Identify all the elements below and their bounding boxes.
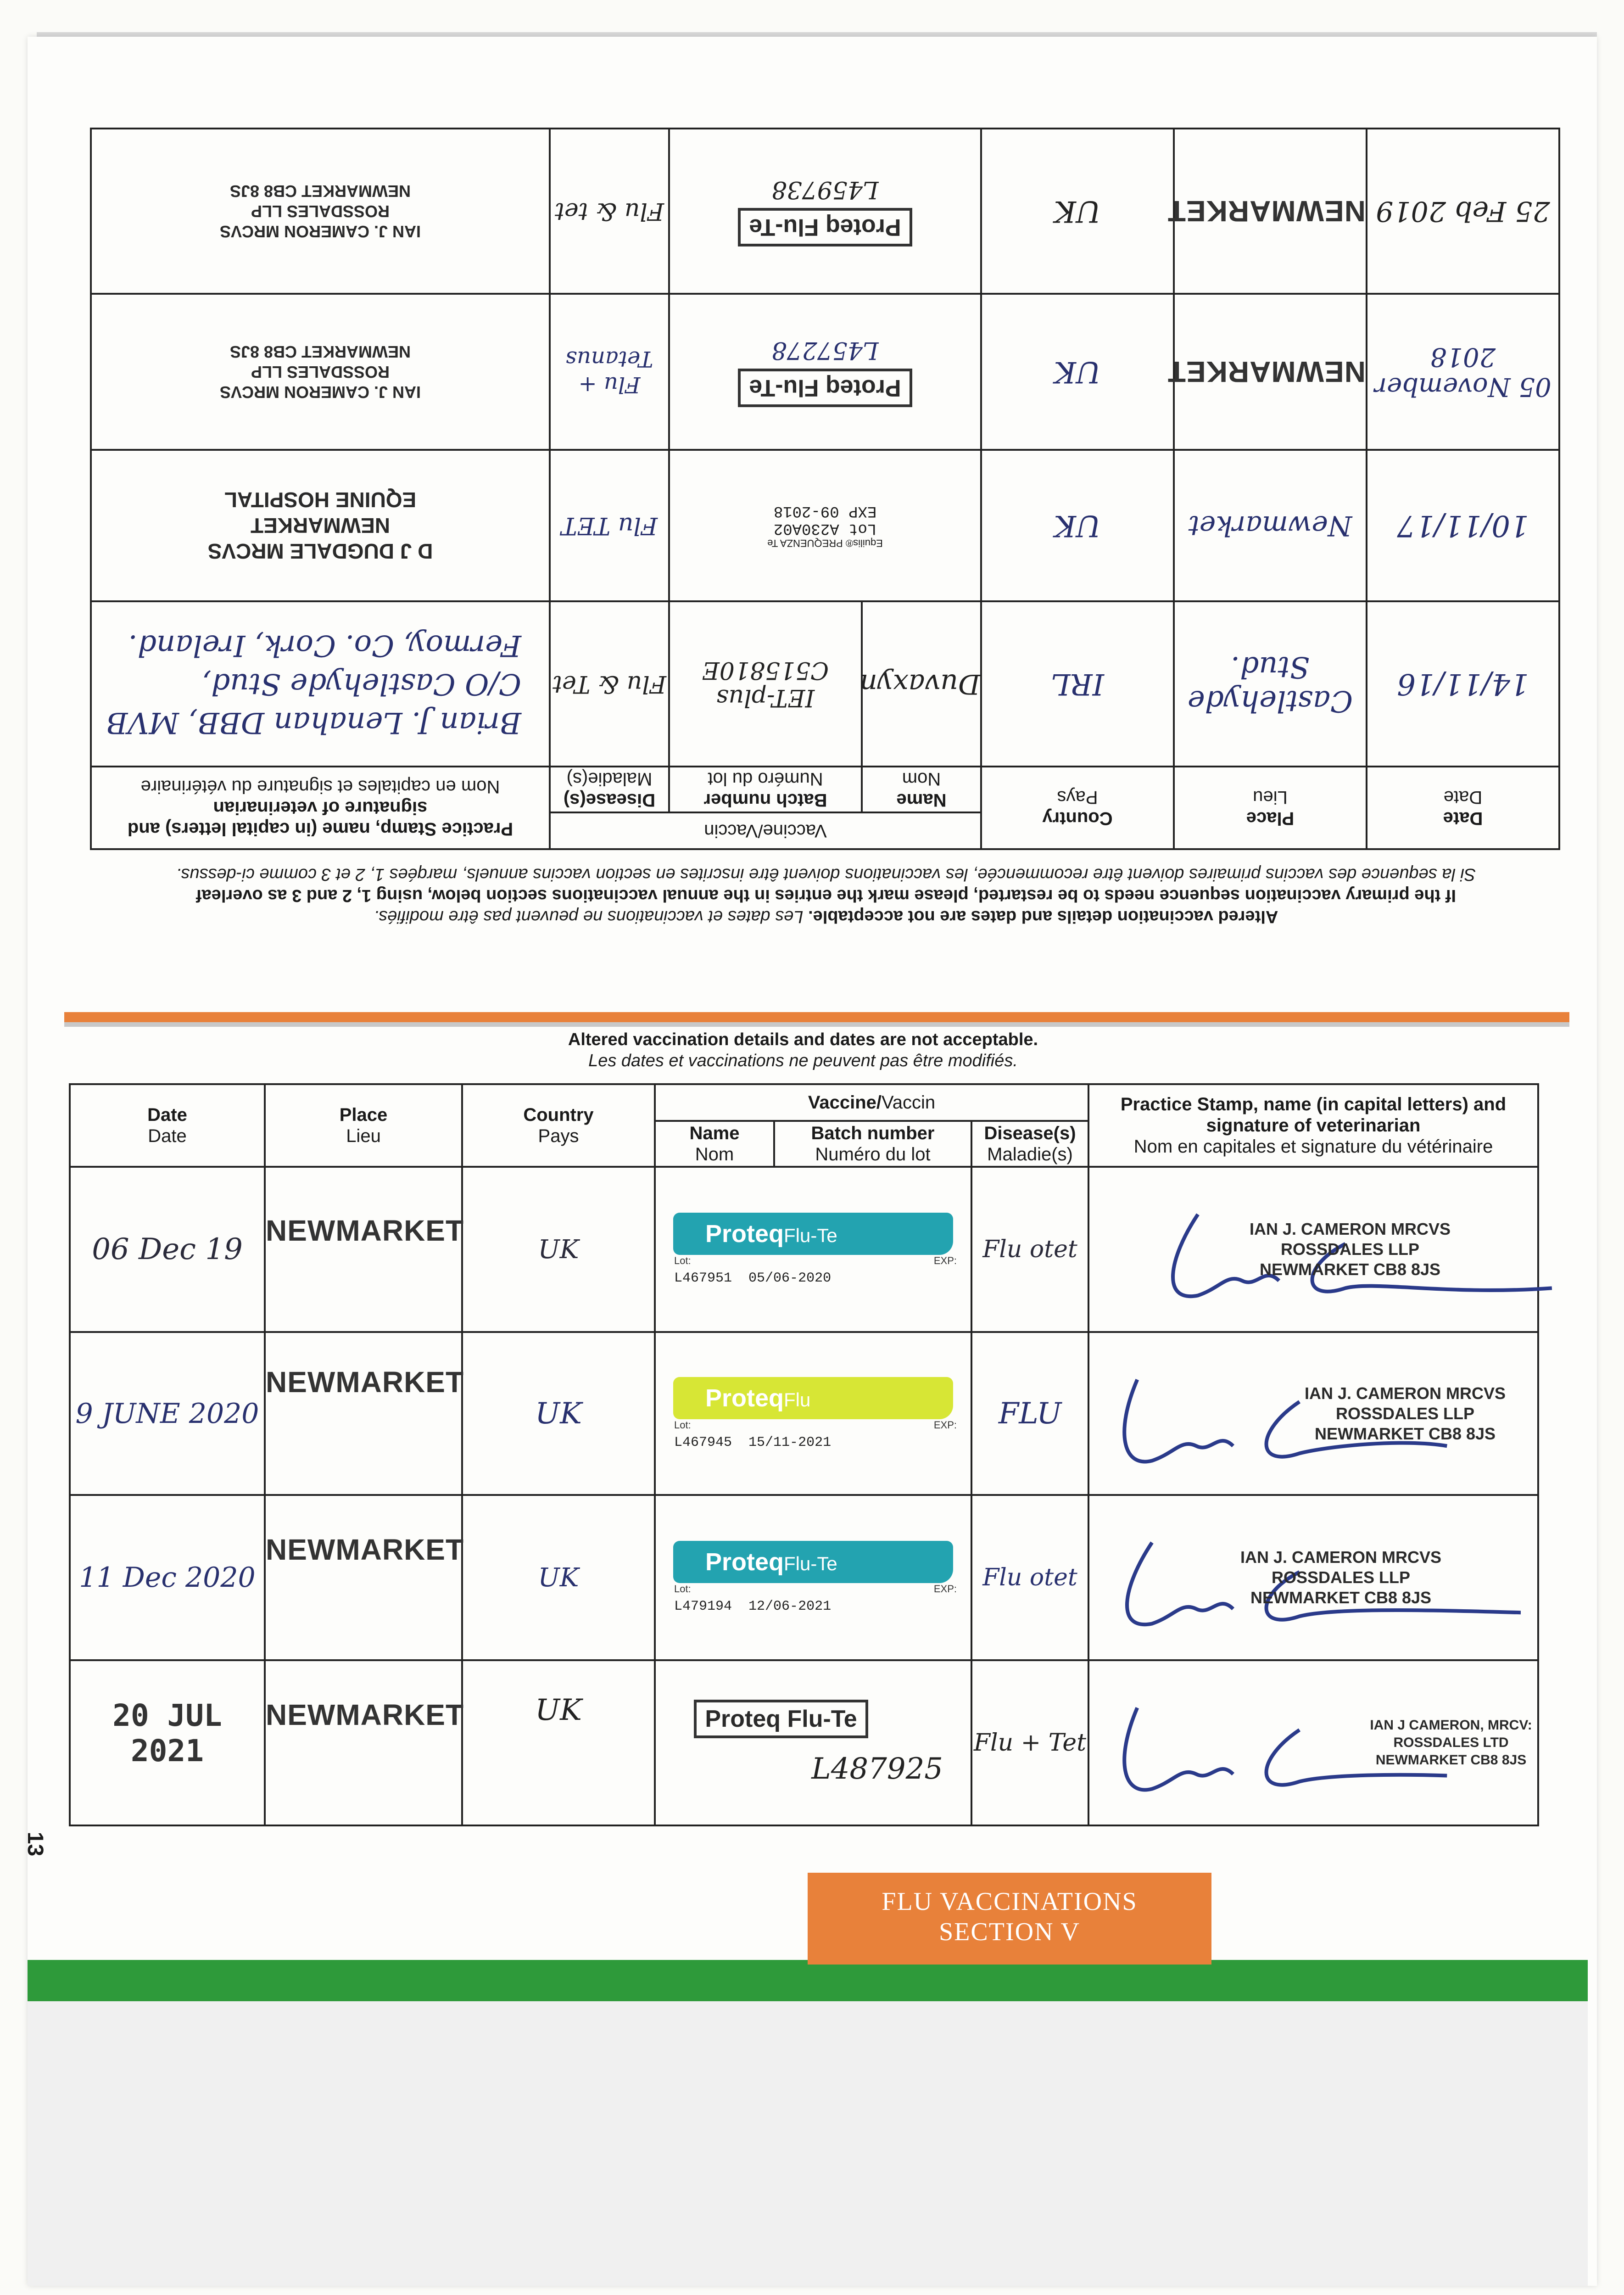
notice-lower [69,1029,1537,1071]
header-place: Place Lieu [265,1084,462,1167]
cell-date: 20 JUL 2021 [70,1660,265,1825]
proteq-flu-te-label: ProteqFlu-Te [673,1213,953,1255]
header-date: Date Date [70,1084,265,1167]
cell-name-batch: Proteq Flu-Te L457278 [669,294,981,450]
header-vaccine: Vaccine/Vaccin [655,1084,1088,1121]
cell-disease: Flu + Tet [971,1660,1088,1825]
cover-green-band [28,1960,1588,2001]
cell-date: 25 Feb 2019 [1367,129,1559,294]
proteq-flu-label: ProteqFlu [673,1377,953,1419]
upper-header-row-1 [91,812,1559,849]
section-subtitle: SECTION V [939,1918,1080,1946]
scan-background [28,2001,1588,2286]
cell-place: NEWMARKET [265,1495,462,1660]
upper-vaccination-table [90,128,1560,850]
vet-stamp-signature [1088,1660,1538,1825]
table-row [91,601,1559,767]
cell-disease: Flu otet [971,1167,1088,1332]
notice-line2-fr: Si la sequence des vaccins primaires doivent être recommencée, les vaccinations doivent être inscrites en section vaccins annuels, marqées 1, 2 et 3 comme ci-dessus. [176,865,1476,884]
batch-handwritten: L487925 [811,1752,943,1786]
section-title-box [808,1873,1211,1965]
cell-disease: Flu otet [971,1495,1088,1660]
cell-country: UK [462,1495,655,1660]
vet-stamp: D J DUGDALE MRCVS NEWMARKET EQUINE HOSPITAL [91,450,550,601]
cell-country: UK [981,450,1174,601]
cell-country: UK [462,1660,655,1825]
vaccine-sticker: ProteqFlu-Te Lot: EXP: L479194 12/06-2021 [655,1495,971,1660]
cell-place: NEWMARKET [1174,294,1367,450]
cell-place: Newmarket [1174,450,1367,601]
cell-country: UK [462,1332,655,1495]
page-fold-orange [64,1012,1569,1022]
cell-batch: IET-plus C515810E [669,601,862,767]
cell-date: 10/11/17 [1367,450,1559,601]
cell-disease: Flu TET [550,450,669,601]
vaccine-sticker: ProteqFlu Lot: EXP: L467945 15/11-2021 [655,1332,971,1495]
vet-stamp-signature [1088,1332,1538,1495]
proteq-flu-te-label: ProteqFlu-Te [673,1541,953,1583]
header-country: Country Pays [462,1084,655,1167]
cell-place: Castlehyde Stud. [1174,601,1367,767]
vet-stamp: IAN J. CAMERON MRCVS ROSSDALES LLP NEWMARKET CB8 8JS [91,129,550,294]
cell-disease: FLU [971,1332,1088,1495]
cell-country: UK [462,1167,655,1332]
notice-line2: If the primary vaccination sequence needs to be restarted, please mark the entries in the annual vaccinations section below, using 1, 2 and 3 as overleaf [195,886,1457,905]
flu-vaccinations-page [69,1024,1537,1826]
cell-place: NEWMARKET [265,1167,462,1332]
vet-stamp-signature [1088,1495,1538,1660]
cell-date: 14/11/16 [1367,601,1559,767]
proteq-box-stamp: Proteq Flu-Te [694,1700,868,1738]
header-batch: Batch number Numéro du lot [669,767,862,812]
header-practice: Practice Stamp, name (in capital letters) and signature of veterinarian Nom en capitales et signature du vétérinaire [91,767,550,849]
vet-stamp-text: IAN J CAMERON, MRCV: ROSSDALES LTD NEWMARKET CB8 8JS [1370,1718,1532,1768]
cell-country: UK [981,129,1174,294]
cell-place: NEWMARKET [265,1660,462,1825]
table-row [91,294,1559,450]
header-date: Date Date [1367,767,1559,849]
header-country: Country Pays [981,767,1174,849]
cell-name-batch: Proteq Flu-Te L459738 [669,129,981,294]
header-name: Name Nom [655,1121,774,1167]
section-title: FLU VACCINATIONS [882,1887,1138,1916]
vaccine-sticker: Equilis® PREQUENZA Te Lot A230A02 EXP 09-2018 [669,450,981,601]
notice-line1: Altered vaccination details and dates are not acceptable. [808,907,1278,926]
table-row [91,129,1559,294]
header-practice: Practice Stamp, name (in capital letters) and signature of veterinarian Nom en capitales et signature du vétérinaire [1088,1084,1538,1167]
notice-line1: Altered vaccination details and dates are not acceptable. [568,1030,1038,1049]
table-row [70,1332,1538,1495]
table-row [91,450,1559,601]
vaccine-sticker: ProteqFlu-Te Lot: EXP: L467951 05/06-2020 [655,1167,971,1332]
cell-name-batch [655,1660,971,1825]
vet-stamp-signature [1088,1167,1538,1332]
cell-country: IRL [981,601,1174,767]
cell-disease: Flu + Tetanus [550,294,669,450]
vet-stamp-text: IAN J. CAMERON MRCVS ROSSDALES LLP NEWMARKET CB8 8JS [1250,1220,1451,1279]
header-name: Name Nom [862,767,981,812]
notice-line1-fr: Les dates et vaccinations ne peuvent pas être modifiés. [374,907,804,926]
cell-disease: Flu & tet [550,129,669,294]
cell-country: UK [981,294,1174,450]
vet-stamp: IAN J. CAMERON MRCVS ROSSDALES LLP NEWMARKET CB8 8JS [91,294,550,450]
cell-date: 9 JUNE 2020 [70,1332,265,1495]
cell-name: Duvaxyn [862,601,981,767]
cell-place: NEWMARKET [1174,129,1367,294]
cell-date: 05 November 2018 [1367,294,1559,450]
header-batch: Batch number Numéro du lot [774,1121,971,1167]
cell-date: 06 Dec 19 [70,1167,265,1332]
page-number: 13 [23,1831,48,1857]
header-row-1 [70,1084,1538,1121]
notice-upper [92,864,1560,927]
cell-date: 11 Dec 2020 [70,1495,265,1660]
header-vaccine: Vaccine/Vaccin [550,812,981,849]
header-disease: Disease(s) Maladie(s) [550,767,669,812]
table-row [70,1167,1538,1332]
header-disease: Disease(s) Maladie(s) [971,1121,1088,1167]
previous-page-upside-down [92,147,1560,955]
header-place: Place Lieu [1174,767,1367,849]
vet-stamp: Brian J. Lenahan DBB, MVB C/O Castlehyde Stud, Fermoy, Co. Cork, Ireland. [91,601,550,767]
table-row [70,1495,1538,1660]
vet-stamp-text: IAN J. CAMERON MRCVS ROSSDALES LLP NEWMARKET CB8 8JS [1240,1548,1442,1607]
cell-place: NEWMARKET [265,1332,462,1495]
notice-line1-fr: Les dates et vaccinations ne peuvent pas être modifiés. [588,1051,1018,1070]
cell-disease: Flu & Tet [550,601,669,767]
table-row [70,1660,1538,1825]
vaccination-table [69,1083,1539,1826]
vet-stamp-text: IAN J. CAMERON MRCVS ROSSDALES LLP NEWMARKET CB8 8JS [1305,1383,1506,1443]
